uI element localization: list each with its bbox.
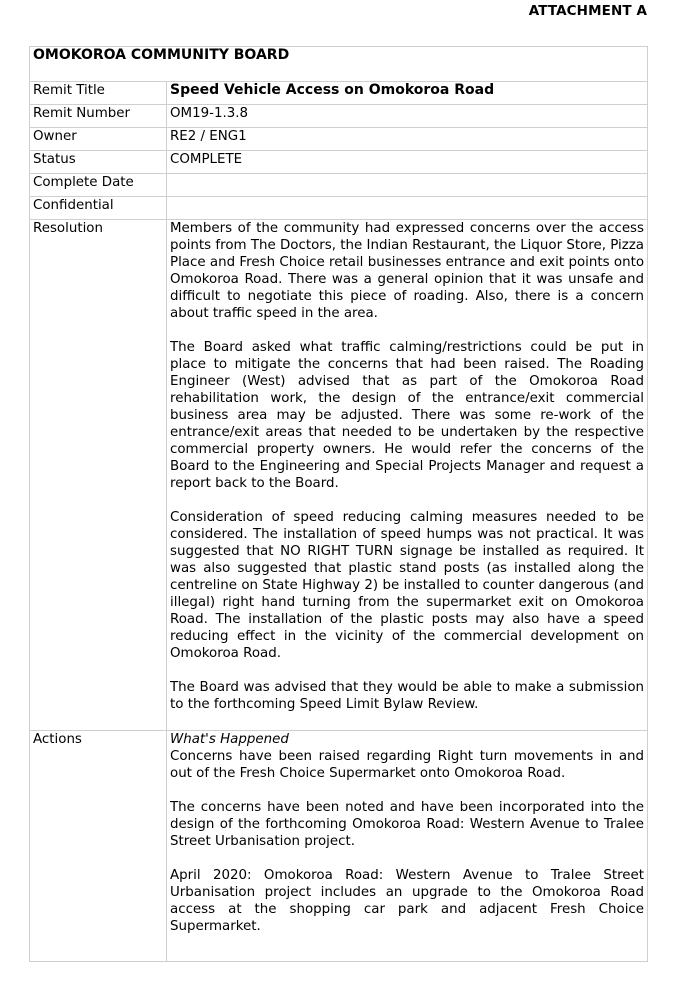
remit-number-row [30, 105, 648, 128]
status-value: COMPLETE [167, 151, 648, 174]
owner-row [30, 128, 648, 151]
resolution-paragraph: The Board asked what traffic calming/restrictions could be put in place to mitigate the concerns that had been raised. The Roading Engineer (West) advised that as part of the Omokoroa Road rehabilitation work, the design of the entrance/exit commercial business area may be adjusted. There was some re-work of the entrance/exit areas that needed to be undertaken by the respective commercial property owners. He would refer the concerns of the Board to the Engineering and Special Projects Manager and request a report back to the Board. [170, 340, 645, 491]
board-row [30, 47, 648, 82]
resolution-text [167, 220, 648, 731]
resolution-row [30, 220, 648, 731]
status-label: Status [30, 151, 167, 174]
resolution-paragraph: The Board was advised that they would be able to make a submission to the forthcoming Speed Limit Bylaw Review. [170, 680, 645, 712]
attachment-label: ATTACHMENT A [528, 3, 647, 19]
remit-number-value: OM19-1.3.8 [167, 105, 648, 128]
complete-date-label: Complete Date [30, 174, 167, 197]
remit-title-label: Remit Title [30, 82, 167, 105]
owner-label: Owner [30, 128, 167, 151]
board-title: OMOKOROA COMMUNITY BOARD [30, 47, 648, 82]
status-row [30, 151, 648, 174]
remit-number-label: Remit Number [30, 105, 167, 128]
actions-text [167, 731, 648, 962]
actions-paragraph: April 2020: Omokoroa Road: Western Avenue to Tralee Street Urbanisation project includes an upgrade to the Omokoroa Road access at the shopping car park and adjacent Fresh Choice Supermarket. [170, 868, 645, 934]
owner-value: RE2 / ENG1 [167, 128, 648, 151]
complete-date-value [167, 174, 648, 197]
confidential-value [167, 197, 648, 220]
complete-date-row [30, 174, 648, 197]
resolution-label: Resolution [30, 220, 167, 731]
resolution-paragraph: Members of the community had expressed concerns over the access points from The Doctors, the Indian Restaurant, the Liquor Store, Pizza Place and Fresh Choice retail businesses entrance and exit points onto Omokoroa Road. There was a general opinion that it was unsafe and difficult to negotiate this piece of roading. Also, there is a concern about traffic speed in the area. [170, 221, 645, 321]
actions-paragraph: Concerns have been raised regarding Right turn movements in and out of the Fresh Choice Supermarket onto Omokoroa Road. [170, 749, 645, 781]
remit-table [29, 46, 648, 962]
actions-heading: What's Happened [170, 732, 289, 747]
actions-paragraph: The concerns have been noted and have been incorporated into the design of the forthcoming Omokoroa Road: Western Avenue to Tralee Street Urbanisation project. [170, 800, 645, 849]
resolution-paragraph: Consideration of speed reducing calming measures needed to be considered. The installation of speed humps was not practical. It was suggested that NO RIGHT TURN signage be installed as required. It was also suggested that plastic stand posts (as installed along the centreline on State Highway 2) be installed to counter dangerous (and illegal) right hand turning from the supermarket exit on Omokoroa Road. The installation of the plastic posts may also have a speed reducing effect in the vicinity of the commercial development on Omokoroa Road. [170, 510, 645, 661]
confidential-row [30, 197, 648, 220]
actions-row [30, 731, 648, 962]
remit-title-row [30, 82, 648, 105]
actions-label: Actions [30, 731, 167, 962]
remit-title-value: Speed Vehicle Access on Omokoroa Road [167, 82, 648, 105]
confidential-label: Confidential [30, 197, 167, 220]
